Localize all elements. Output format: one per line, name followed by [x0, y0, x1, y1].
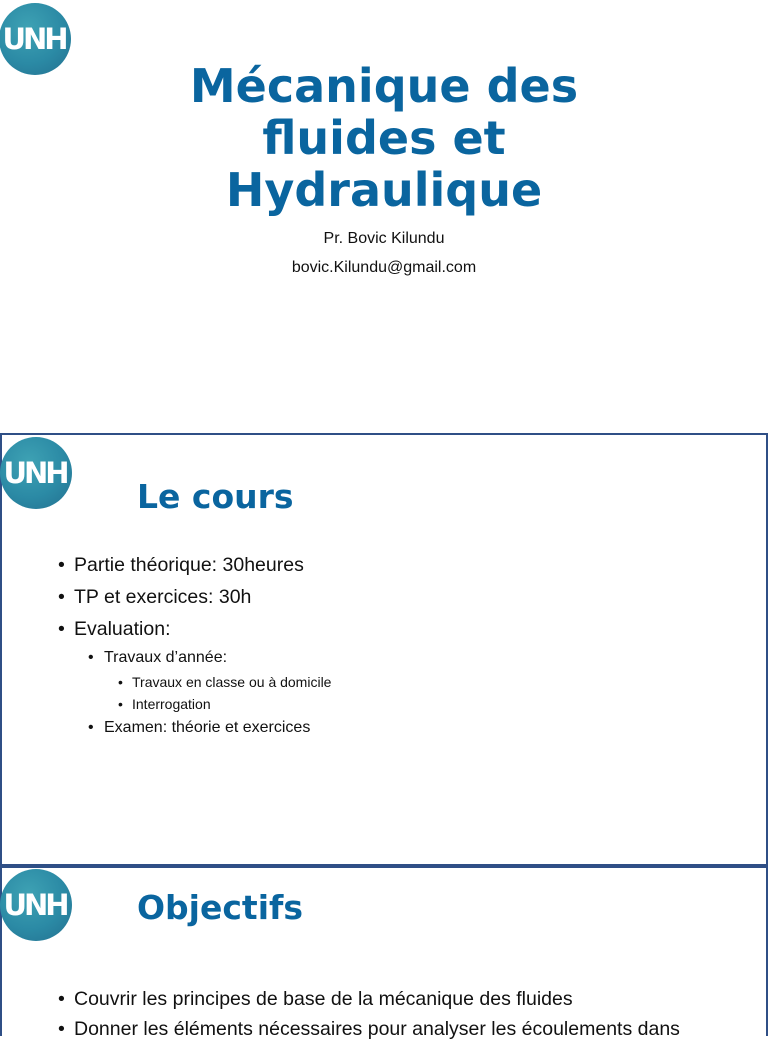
- title-line-2: fluides et: [262, 111, 506, 165]
- title-line-3: Hydraulique: [225, 163, 543, 217]
- bullet-list: [58, 984, 680, 1044]
- sub-bullet-item: • Travaux d’année:: [58, 645, 331, 671]
- bullet-item: • Partie théorique: 30heures: [58, 549, 331, 581]
- bullet-list: [58, 549, 331, 741]
- sub-bullet-item: • Examen: théorie et exercices: [58, 715, 331, 741]
- bullet-item: • Couvrir les principes de base de la mécanique des fluides: [58, 984, 680, 1014]
- unh-logo: UNH: [0, 869, 72, 941]
- author-email: bovic.Kilundu@gmail.com: [291, 259, 477, 276]
- bullet-item: • Evaluation:: [58, 613, 331, 645]
- presentation-title: [0, 60, 768, 216]
- title-slide: [0, 0, 768, 433]
- title-line-1: Mécanique des: [189, 59, 579, 113]
- sub-sub-bullet-item: • Travaux en classe ou à domicile: [58, 671, 331, 693]
- bullet-item: • TP et exercices: 30h: [58, 581, 331, 613]
- sub-sub-bullet-item: • Interrogation: [58, 693, 331, 715]
- slide-title: Objectifs: [137, 888, 304, 927]
- unh-logo: UNH: [0, 437, 72, 509]
- course-slide: [0, 433, 768, 866]
- author-name: Pr. Bovic Kilundu: [323, 230, 445, 247]
- objectives-slide: [0, 866, 768, 1040]
- unh-logo: UNH: [0, 3, 71, 75]
- bullet-item: • Donner les éléments nécessaires pour analyser les écoulements dans: [58, 1014, 680, 1044]
- slide-title: Le cours: [137, 477, 294, 516]
